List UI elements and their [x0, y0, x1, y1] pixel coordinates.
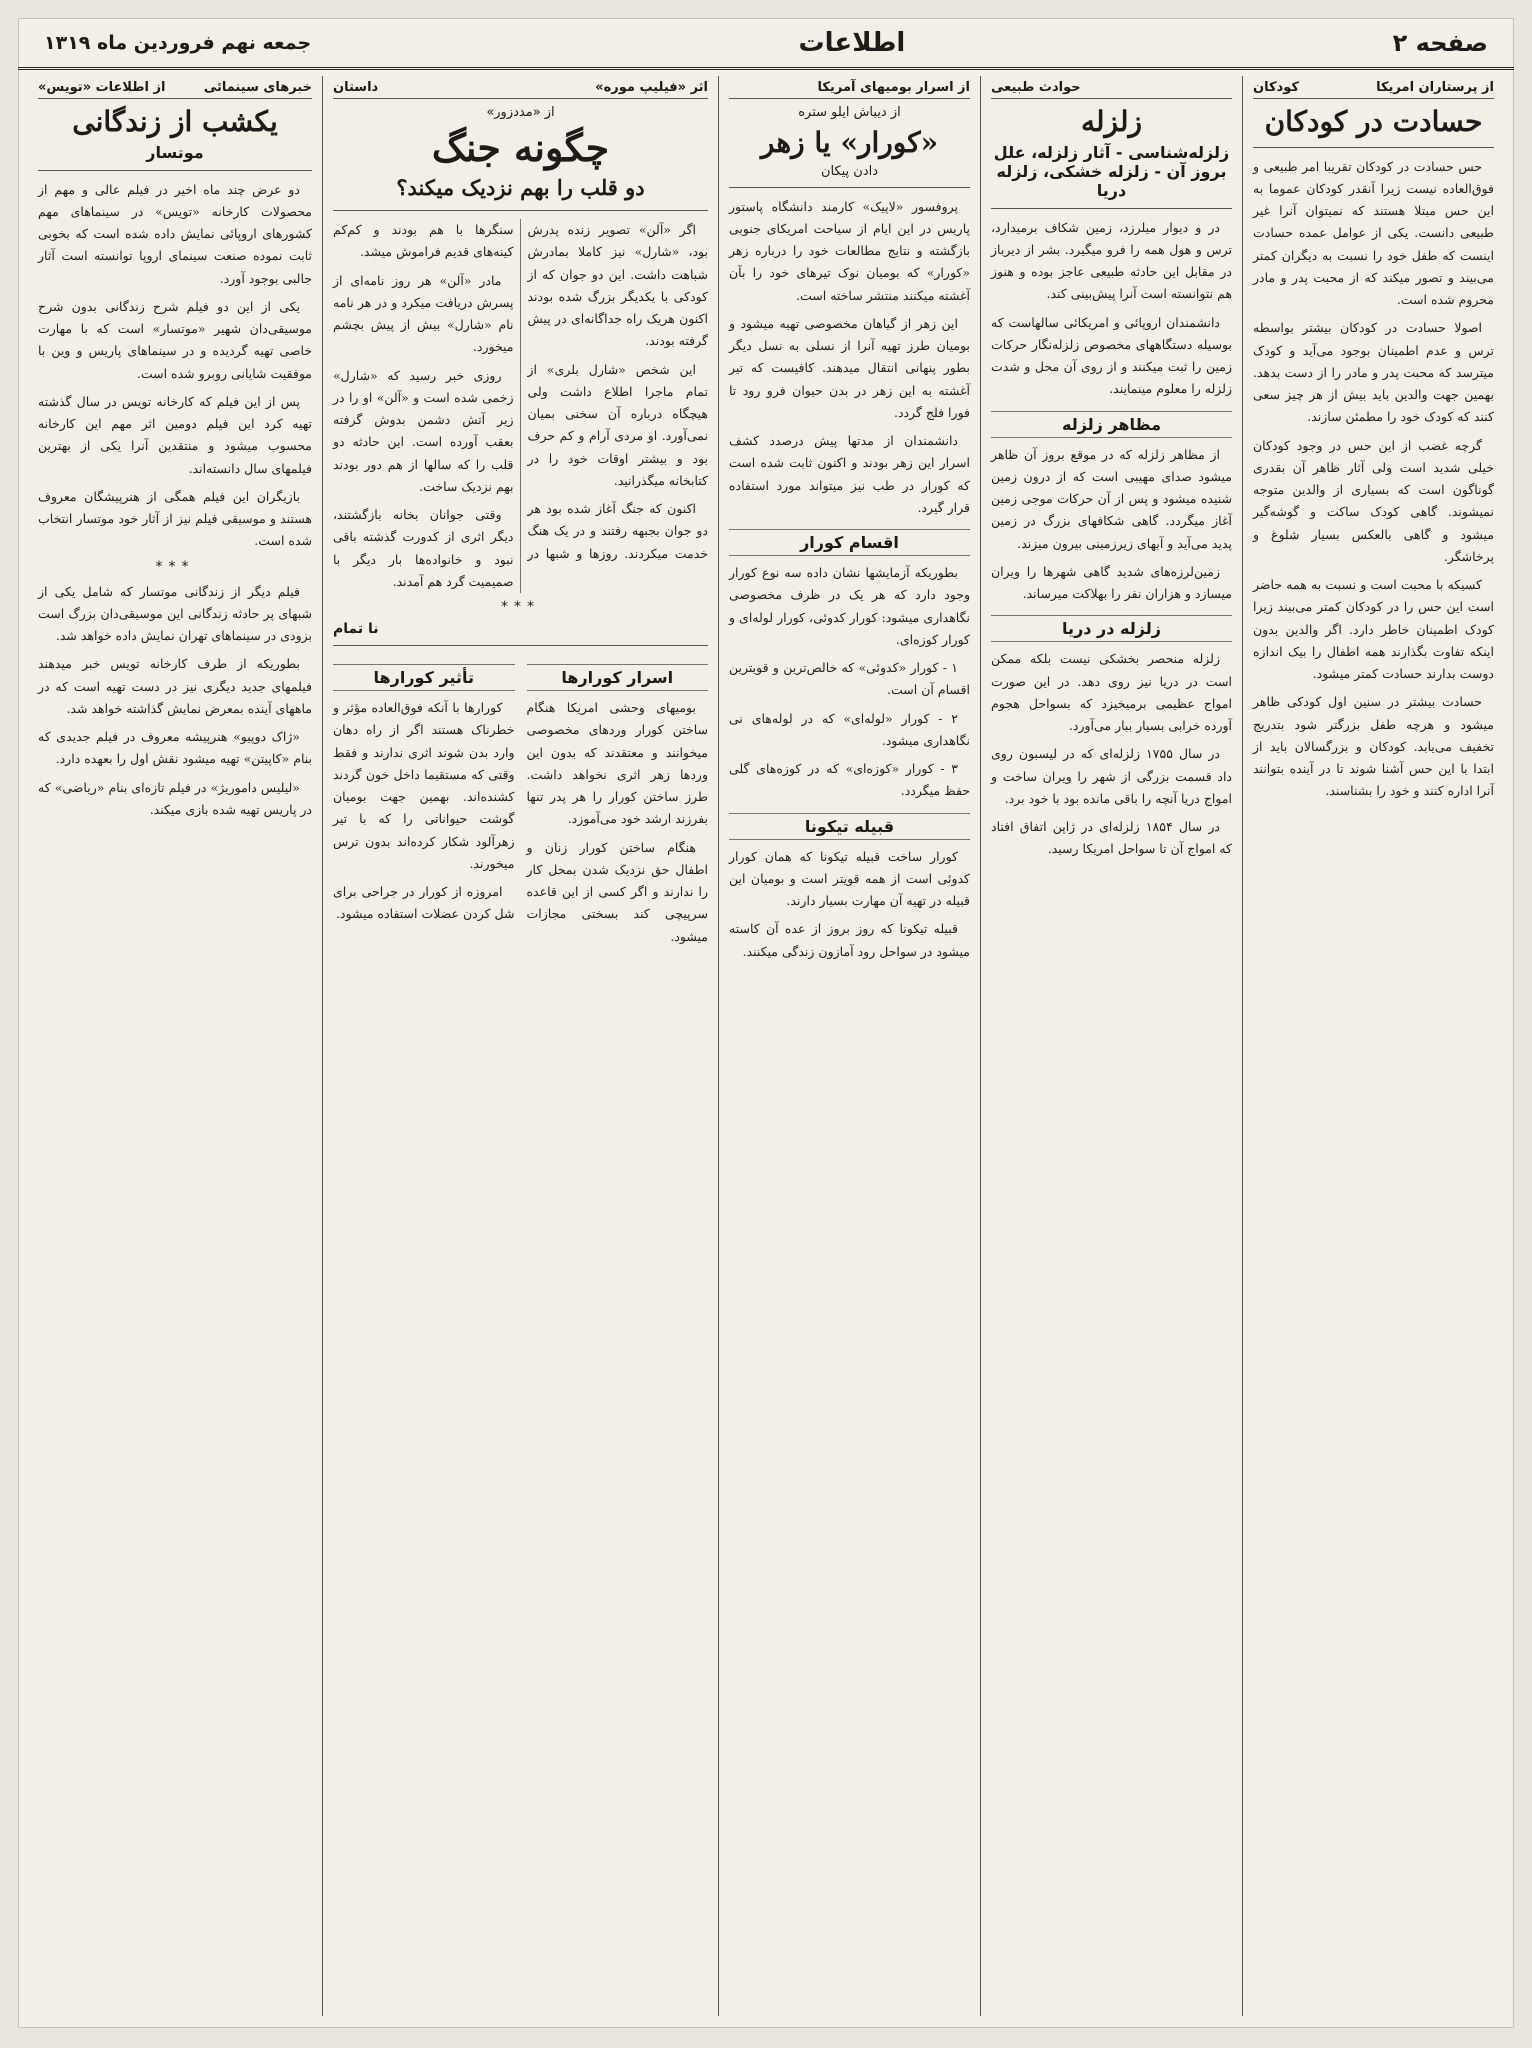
to-be-continued: نا تمام	[333, 621, 379, 638]
curare-secrets: اسرار کورارها بومیهای وحشی امریکا هنگام ساختن کورار وردهای مخصوصی میخوانند و معتقدند که بدون این وردها زهر اثری نخواهد داشت. طرز ساختن کورار را هر پدر تنها بفرزند ارشد خود می‌آموزد. هنگام ساختن کورار زنان و اطفال حق نزدیک شدن بمحل کار را ندارند و اگر کسی از این قاعده سرپیچی کند بسختی مجازات میشود.	[527, 654, 709, 954]
paper-name: اطلاعات	[798, 27, 906, 58]
column-earthquake: حوادث طبیعی زلزله زلزله‌شناسی - آثار زلزله، علل بروز آن - زلزله خشکی، زلزله دریا در و دیوار میلرزد، زمین شکاف برمیدارد، ترس و هول همه را فرو میگیرد. بشر از دیرباز در مقابل این حادثه طبیعی عاجز بوده و هنوز هم نتوانسته است آنرا پیش‌بینی کند. دانشمندان اروپائی و امریکائی سالهاست که بوسیله دستگاههای مخصوص زلزله‌نگار حرکات زمین را ثبت میکنند و از روی آن محل و شدت زلزله را معلوم مینمایند. مظاهر زلزله از مظاهر زلزله که در موقع بروز آن ظاهر میشود صدای مهیبی است که از درون زمین شنیده میشود و پس از آن حرکات موجی زمین آغاز میگردد. گاهی شکافهای بزرگ در زمین پدید می‌آید و آبهای زیرزمینی بیرون میزند. زمین‌لرزه‌های شدید گاهی شهرها را ویران میسازد و هزاران نفر را بهلاکت میرساند. زلزله در دریا زلزله منحصر بخشکی نیست بلکه ممکن است در دریا نیز روی دهد. در این صورت امواج عظیمی برمیخیزد که بسواحل هجوم آورده خرابی بسیار ببار می‌آورد. در سال ۱۷۵۵ زلزله‌ای که در لیسبون روی داد قسمت بزرگی از شهر را ویران ساخت و امواج دریا آنچه را باقی مانده بود با خود برد. در سال ۱۸۵۴ زلزله‌ای در ژاپن اتفاق افتاد که امواج آن تا سواحل امریکا رسید.	[980, 76, 1242, 2016]
article-byline: دادن پیکان	[820, 163, 879, 179]
issue-date: جمعه نهم فروردین ماه ۱۳۱۹	[44, 31, 312, 54]
kicker: از پرستاران امریکا کودکان	[1253, 80, 1494, 99]
article-title-story: چگونه جنگ	[431, 125, 610, 170]
column-children	[1242, 76, 1504, 2016]
article-title-children: حسادت در کودکان	[1264, 105, 1483, 138]
column-cinema: خبرهای سینمائی از اطلاعات «تویس» یکشب از زندگانی موتسار دو عرض چند ماه اخیر در فیلم عالی و مهم از محصولات کارخانه «تویس» در سینماهای مهم کشورهای اروپائی نمایش داده شده است که بخوبی ثابت نموده صنعت سینمای اروپا توانسته است آثار جالبی بوجود آورد. یکی از این دو فیلم شرح زندگانی بدون شرح موسیقی‌دان شهیر «موتسار» است که با مهارت خاصی تهیه گردیده و در سینماهای پاریس و وین با موفقیت شایانی روبرو شده است. پس از این فیلم که کارخانه تویس در سال گذشته تهیه کرد این فیلم دومین اثر مهم این کارخانه محسوب میشود و منتقدین آنرا یکی از بهترین فیلمهای سال دانسته‌اند. بازیگران این فیلم همگی از هنرپیشگان معروف هستند و موسیقی فیلم نیز از آثار خود موتسار انتخاب شده است. *** فیلم دیگر از زندگانی موتسار که شامل یکی از شبهای پر حادثه زندگانی این موسیقی‌دان بزرگ است بزودی در سینماهای تهران نمایش داده خواهد شد. بطوریکه از طرف کارخانه تویس خبر میدهند فیلمهای جدید دیگری نیز در دست تهیه است که در ماههای آینده بمعرض نمایش گذاشته خواهد شد. «ژاک دوپیو» هنرپیشه معروف در فیلم جدیدی که بنام «کاپیتن» تهیه میشود نقش اول را بعهده دارد. «لیلیس داموریژ» در فیلم تازه‌ای بنام «ریاضی» که در پاریس تهیه شده بازی میکند.	[38, 80, 312, 817]
curare-lower-band	[333, 654, 708, 954]
subheading: قبیله تیکونا	[729, 813, 970, 840]
subheading: مظاهر زلزله	[991, 411, 1232, 438]
column-story	[322, 76, 718, 2016]
kicker: خبرهای سینمائی از اطلاعات «تویس»	[38, 80, 312, 99]
page-number: صفحه ۲	[1392, 28, 1488, 57]
translator: از «مددزور»	[486, 105, 555, 120]
masthead	[18, 18, 1514, 70]
article-body-cinema: دو عرض چند ماه اخیر در فیلم عالی و مهم از محصولات کارخانه «تویس» در سینماهای مهم کشورهای اروپائی نمایش داده شده است که بخوبی ثابت نموده صنعت سینمای اروپا توانسته است آثار جالبی بوجود آورد. یکی از این دو فیلم شرح زندگانی بدون شرح موسیقی‌دان شهیر «موتسار» است که با مهارت خاصی تهیه گردیده و در سینماهای پاریس و وین با موفقیت شایانی روبرو شده است. پس از این فیلم که کارخانه تویس در سال گذشته تهیه کرد این فیلم دومین اثر مهم این کارخانه محسوب میشود و منتقدین آنرا یکی از بهترین فیلمهای سال دانسته‌اند. بازیگران این فیلم همگی از هنرپیشگان معروف هستند و موسیقی فیلم نیز از آثار خود موتسار انتخاب شده است.	[38, 181, 312, 549]
kicker: از اسرار بومیهای آمریکا	[729, 80, 970, 99]
article-subtitle-cinema: موتسار	[146, 142, 204, 162]
article-title-earthquake: زلزله	[1080, 105, 1143, 138]
article-body-children: حس حسادت در کودکان تقریبا امر طبیعی و فوق‌العاده نیست زیرا آنقدر کودکان عموما به این حس مبتلا هستند که نمیتوان آنرا غیر طبیعی دانست. یکی از عوامل عمده حسادت اینست که طفل خود را نسبت به دیگران کمتر می‌بیند و تصور میکند که از محبت پدر و مادر محروم شده است. اصولا حسادت در کودکان بیشتر بواسطه ترس و عدم اطمینان بوجود می‌آید و کودک میترسد که محبت پدر و مادر را از دست بدهد. بهمین جهت والدین باید بیش از هر چیز سعی کنند که کودک خود را مطمئن سازند. گرچه غضب از این حس در وجود کودکان خیلی شدید است ولی آثار ظاهر آن بقدری گوناگون است که بسیاری از والدین متوجه نمیشوند. گاهی کودک ساکت و گوشه‌گیر میشود و گاهی بالعکس بسیار شلوغ و پرخاشگر. کسیکه با محبت است و نسبت به همه حاضر است این حس را در کودکان کمتر می‌بیند زیرا کودک اطمینان خاطر دارد. اگر والدین بدون اینکه تفاوت بگذارند همه اطفال را بیک اندازه دوست بدارند حسادت کمتر میشود. حسادت بیشتر در سنین اول کودکی ظاهر میشود و هرچه طفل بزرگتر شود بتدریج تخفیف می‌یابد. کودکان و بزرگسالان باید از ابتدا با این حس آشنا شوند تا در آینده بتوانند آنرا اداره کنند و خود را بشناسند.	[1253, 158, 1494, 799]
article-title-cinema: یکشب از زندگانی	[72, 105, 278, 138]
newspaper-page	[18, 18, 1514, 2028]
article-body-earthquake: در و دیوار میلرزد، زمین شکاف برمیدارد، ترس و هول همه را فرو میگیرد. بشر از دیرباز در مقابل این حادثه طبیعی عاجز بوده و هنوز هم نتوانسته است آنرا پیش‌بینی کند. دانشمندان اروپائی و امریکائی سالهاست که بوسیله دستگاههای مخصوص زلزله‌نگار حرکات زمین را ثبت میکنند و از روی آن محل و شدت زلزله را معلوم مینمایند.	[991, 219, 1232, 397]
article-source: از دیباش ایلو ستره	[798, 105, 901, 120]
article-body-curare: پروفسور «لاپیک» کارمند دانشگاه پاستور پاریس در این ایام از سیاحت امریکای جنوبی بازگشته و نتایج مطالعات خود را درباره زهر «کورار» که بومیان نوک تیرهای خود را بآن آغشته میکنند منتشر ساخته است. این زهر از گیاهان مخصوصی تهیه میشود و بومیان طرز تهیه آنرا از نسلی به نسل دیگر بطور پنهانی انتقال میدهند. کافیست که تیر آغشته به این زهر در بدن حیوان فرو رود تا فورا فلج گردد. دانشمندان از مدتها پیش درصدد کشف اسرار این زهر بودند و اکنون ثابت شده است که کورار در طب نیز میتواند مورد استفاده قرار گیرد.	[729, 198, 970, 515]
kicker: حوادث طبیعی	[991, 80, 1232, 99]
curare-effect: تأثیر کورارها کورارها با آنکه فوق‌العاده مؤثر و خطرناک هستند اگر از راه دهان وارد بدن شوند اثری ندارند و فقط وقتی که مستقیما داخل خون گردند کشنده‌اند. بهمین جهت بومیان گوشت حیواناتی را که با تیر زهرآلود شکار کرده‌اند بدون ترس میخورند. امروزه از کورار در جراحی برای شل کردن عضلات استفاده میشود.	[333, 654, 515, 954]
subheading: اقسام کورار	[729, 529, 970, 556]
article-subtitle-story: دو قلب را بهم نزدیک میکند؟	[396, 174, 645, 200]
article-title-curare: «کورار» یا زهر	[760, 126, 939, 159]
kicker: اثر «فیلیپ موره» داستان	[333, 80, 708, 99]
columns	[28, 76, 1504, 2016]
article-subtitle-earthquake: زلزله‌شناسی - آثار زلزله، علل بروز آن - زلزله خشکی، زلزله دریا	[993, 142, 1230, 200]
subheading: زلزله در دریا	[991, 615, 1232, 642]
column-curare: از اسرار بومیهای آمریکا از دیباش ایلو ستره «کورار» یا زهر دادن پیکان پروفسور «لاپیک» کارمند دانشگاه پاستور پاریس در این ایام از سیاحت امریکای جنوبی بازگشته و نتایج مطالعات خود را درباره زهر «کورار» که بومیان نوک تیرهای خود را بآن آغشته میکنند منتشر ساخته است. این زهر از گیاهان مخصوصی تهیه میشود و بومیان طرز تهیه آنرا از نسلی به نسل دیگر بطور پنهانی انتقال میدهند. کافیست که تیر آغشته به این زهر در بدن حیوان فرو رود تا فورا فلج گردد. دانشمندان از مدتها پیش درصدد کشف اسرار این زهر بودند و اکنون ثابت شده است که کورار در طب نیز میتواند مورد استفاده قرار گیرد. اقسام کورار بطوریکه آزمایشها نشان داده سه نوع کورار وجود دارد که هر یک در ظرف مخصوصی نگاهداری میشود: کورار کدوئی، کورار لوله‌ای و کورار کوزه‌ای. ۱ - کورار «کدوئی» که خالص‌ترین و قویترین اقسام آن است. ۲ - کورار «لوله‌ای» که در لوله‌های نی نگاهداری میشود. ۳ - کورار «کوزه‌ای» که در کوزه‌های گلی حفظ میگردد. قبیله تیکونا کورار ساخت قبیله تیکونا که همان کورار کدوئی است از همه قویتر است و بومیان این قبیله در تهیه آن مهارت بسیار دارند. قبیله تیکونا که روز بروز از عده آن کاسته میشود در سواحل رود آمازون زندگی میکنند.	[718, 76, 980, 2016]
divider	[1253, 147, 1494, 148]
separator-stars: ***	[501, 599, 540, 616]
article-body-story: اگر «آلن» تصویر زنده پدرش بود، «شارل» نیز کاملا بمادرش شباهت داشت. این دو جوان که از کودکی با یکدیگر بزرگ شده بودند اکنون هریک راه جداگانه‌ای در پیش گرفته بودند. این شخص «شارل بلری» از تمام ماجرا اطلاع داشت ولی هیچگاه درباره آن سخنی بمیان نمی‌آورد. او مردی آرام و کم حرف بود و بیشتر اوقات خود را در کتابخانه میگذرانید. اکنون که جنگ آغاز شده بود هر دو جوان بجبهه رفتند و در یک هنگ خدمت میکردند. روزها و شبها در سنگرها با هم بودند و کم‌کم کینه‌های قدیم فراموش میشد. مادر «آلن» هر روز نامه‌ای از پسرش دریافت میکرد و در هر نامه نام «شارل» بیش از پیش بچشم میخورد. روزی خبر رسید که «شارل» زخمی شده است و «آلن» او را در زیر آتش دشمن بدوش گرفته بعقب آورده است. این حادثه دو قلب را که سالها از هم دور بودند بهم نزدیک ساخت. وقتی جوانان بخانه بازگشتند، دیگر اثری از کدورت گذشته باقی نبود و خانواده‌ها بار دیگر با صمیمیت گرد هم آمدند.	[333, 222, 708, 589]
